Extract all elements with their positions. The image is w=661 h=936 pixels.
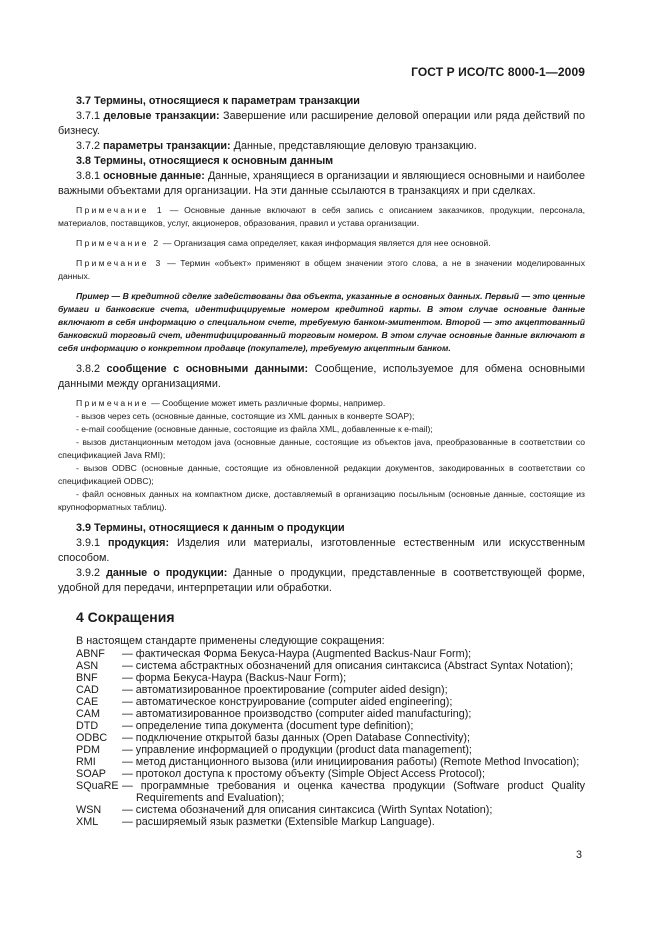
note-4 xyxy=(58,397,585,410)
note-text: — Основные данные включают в себя запись с описанием заказчиков, продукции, персонала, материалов, поставщиков, услуг, акционеров, образования, правил и устава организации. xyxy=(58,205,586,228)
abbreviation-row xyxy=(76,816,585,828)
term-title: сообщение с основными данными: xyxy=(106,363,309,375)
term-definition: Завершение или расширение деловой операции или ряда действий по бизнесу. xyxy=(58,110,585,137)
abbreviation-definition: — автоматическое конструирование (computer aided engineering); xyxy=(122,696,453,708)
note-label: Примечание 1 xyxy=(76,205,164,215)
abbreviation: SOAP xyxy=(76,768,107,780)
abbreviation: WSN xyxy=(76,804,102,816)
note-text: — Сообщение может иметь различные формы, например. xyxy=(148,398,386,408)
abbreviation: ASN xyxy=(76,660,99,672)
note-3 xyxy=(58,257,585,283)
term-3-8-1: 3.8.1 основные данные: Данные, хранящиеся в организации и являющиеся основными и наиболее важными объектами для организации. На эти данные ссылаются в транзакциях и при сделках. xyxy=(58,170,586,197)
abbreviation: PDM xyxy=(76,744,100,756)
note-text: — Термин «объект» применяют в общем значении этого слова, а не в значении моделированных данных. xyxy=(58,258,585,281)
abbreviation-row xyxy=(76,672,585,684)
abbreviation-row xyxy=(76,648,585,660)
abbreviation-definition: — система абстрактных обозначений для описания синтаксиса (Abstract Syntax Notation); xyxy=(122,660,574,672)
term-definition: Данные, хранящиеся в организации и являющиеся основными и наиболее важными объектами для организации. На эти данные ссылаются в транзакциях и при сделках. xyxy=(58,170,586,197)
abbreviation-definition: — протокол доступа к простому объекту (Simple Object Access Protocol); xyxy=(122,768,486,780)
term-3-7-1: 3.7.1 деловые транзакции: Завершение или расширение деловой операции или ряда действий по бизнесу. xyxy=(58,110,585,137)
term-title: данные о продукции: xyxy=(106,567,228,579)
note-label: Примечание 3 xyxy=(76,258,163,268)
term-title: параметры транзакции: xyxy=(103,140,231,152)
note-1 xyxy=(58,204,585,230)
abbreviation: CAE xyxy=(76,696,99,708)
spacer xyxy=(58,230,585,237)
abbreviation: CAM xyxy=(76,708,100,720)
document-id-header: ГОСТ Р ИСО/ТС 8000-1—2009 xyxy=(411,65,585,79)
abbreviation: SQuaRE xyxy=(76,780,119,792)
abbreviation: RMI xyxy=(76,756,96,768)
abbreviation-row xyxy=(76,732,585,744)
abbreviation-row xyxy=(76,756,585,768)
note-list-item: - e-mail сообщение (основные данные, состоящие из файла XML, добавленные к e-mail); xyxy=(76,424,433,434)
term-3-9-2: 3.9.2 данные о продукции: Данные о продукции, представленные в соответствующей форме, удобной для передачи, интерпретации или обработки. xyxy=(58,567,586,594)
term-3-9-1: 3.9.1 продукция: Изделия или материалы, изготовленные естественным или искусственным способом. xyxy=(58,537,586,564)
abbreviation: XML xyxy=(76,816,99,828)
abbreviation-row xyxy=(76,708,585,720)
section-3-9-heading: 3.9 Термины, относящиеся к данным о продукции xyxy=(76,522,345,534)
term-definition: Данные о продукции, представленные в соответствующей форме, удобной для передачи, интерпретации или обработки. xyxy=(58,567,586,594)
term-3-8-2: 3.8.2 сообщение с основными данными: Сообщение, используемое для обмена основными данными между организациями. xyxy=(58,363,586,390)
note-list-item: - вызов ODBC (основные данные, состоящие из обновленной редакции документов, закодированных в соответствии со спецификацией ODBC); xyxy=(58,463,585,486)
abbreviation-definition: — система обозначений для описания синтаксиса (Wirth Syntax Notation); xyxy=(122,804,493,816)
abbreviation-definition: — метод дистанционного вызова (или инициирования работы) (Remote Method Invocation); xyxy=(122,756,580,768)
note-2 xyxy=(58,237,585,250)
abbreviation: ODBC xyxy=(76,732,108,744)
spacer xyxy=(58,355,585,362)
term-definition: Сообщение, используемое для обмена основными данными между организациями. xyxy=(58,363,586,390)
page-number: 3 xyxy=(576,849,583,861)
abbreviation: CAD xyxy=(76,684,99,696)
abbreviation-row xyxy=(76,660,585,672)
spacer xyxy=(58,250,585,257)
example-paragraph: Пример — В кредитной сделке задействованы два объекта, указанные в основных данных. Первый — это ценные бумаги и банковские счета, идентифицируемые номером кредитной карты. В этом случае основные данные включают в себя информацию о специальном счете, требуемую банком-эмитентом. Второй — это акцептованный банковский торговый счет, идентифицированный торговым номером. В этом случае основные данные включают в себя информацию о конкретном продавце (покупателе), требуемую акцептным банком. xyxy=(58,291,585,353)
abbreviation-row xyxy=(76,684,585,696)
abbreviation: ABNF xyxy=(76,648,105,660)
note-list-item: - вызов дистанционным методом java (основные данные, состоящие из объектов java, преобразованные в соответствии со спецификацией Java RMI); xyxy=(58,437,585,460)
abbreviation-definition: — подключение открытой базы данных (Open Database Connectivity); xyxy=(122,732,470,744)
abbreviation-definition: — программные требования и оценка качества продукции (Software product Quality Requirements and Evaluation); xyxy=(122,780,585,804)
term-definition: Изделия или материалы, изготовленные естественным или искусственным способом. xyxy=(58,537,586,564)
term-3-7-2: 3.7.2 параметры транзакции: Данные, представляющие деловую транзакцию. xyxy=(76,140,477,152)
note-label: Примечание 2 xyxy=(76,238,161,248)
note-list-item: - вызов через сеть (основные данные, состоящие из XML данных в конверте SOAP); xyxy=(76,411,415,421)
section-3-7-heading: 3.7 Термины, относящиеся к параметрам транзакции xyxy=(76,95,360,107)
abbreviation-row xyxy=(76,780,585,804)
abbreviation: DTD xyxy=(76,720,99,732)
section-4-heading: 4 Сокращения xyxy=(76,609,175,625)
note-label: Примечание xyxy=(76,398,149,408)
abbreviation-definition: — управление информацией о продукции (product data management); xyxy=(122,744,472,756)
term-definition: Данные, представляющие деловую транзакцию. xyxy=(233,140,477,152)
abbreviations-list xyxy=(76,648,585,828)
term-title: деловые транзакции: xyxy=(103,110,220,122)
abbreviation-definition: — определение типа документа (document type definition); xyxy=(122,720,414,732)
section-3-8-heading: 3.8 Термины, относящиеся к основным данным xyxy=(76,155,334,167)
note-list-item: - файл основных данных на компактном диске, доставляемый в организацию посыльным (основные данные, состоящие из крупноформатных таблиц). xyxy=(58,489,585,512)
abbreviation-definition: — автоматизированное проектирование (computer aided design); xyxy=(122,684,448,696)
spacer xyxy=(58,514,585,521)
abbreviation-definition: — автоматизированное производство (computer aided manufacturing); xyxy=(122,708,472,720)
note-text: — Организация сама определяет, какая информация является для нее основной. xyxy=(160,238,491,248)
abbreviation-row xyxy=(76,720,585,732)
page-content xyxy=(58,94,585,828)
abbreviation-definition: — фактическая Форма Бекуса-Наура (Augmented Backus-Naur Form); xyxy=(122,648,472,660)
abbreviation-definition: — форма Бекуса-Наура (Backus-Naur Form); xyxy=(122,672,347,684)
abbreviation-row xyxy=(76,696,585,708)
term-title: продукция: xyxy=(107,537,170,549)
abbreviation-row xyxy=(76,768,585,780)
abbreviation-row xyxy=(76,744,585,756)
abbreviations-intro: В настоящем стандарте применены следующие сокращения: xyxy=(76,635,385,647)
abbreviation-definition: — расширяемый язык разметки (Extensible Markup Language). xyxy=(122,816,435,828)
abbreviation-row xyxy=(76,804,585,816)
abbreviation: BNF xyxy=(76,672,98,684)
term-title: основные данные: xyxy=(103,170,205,182)
